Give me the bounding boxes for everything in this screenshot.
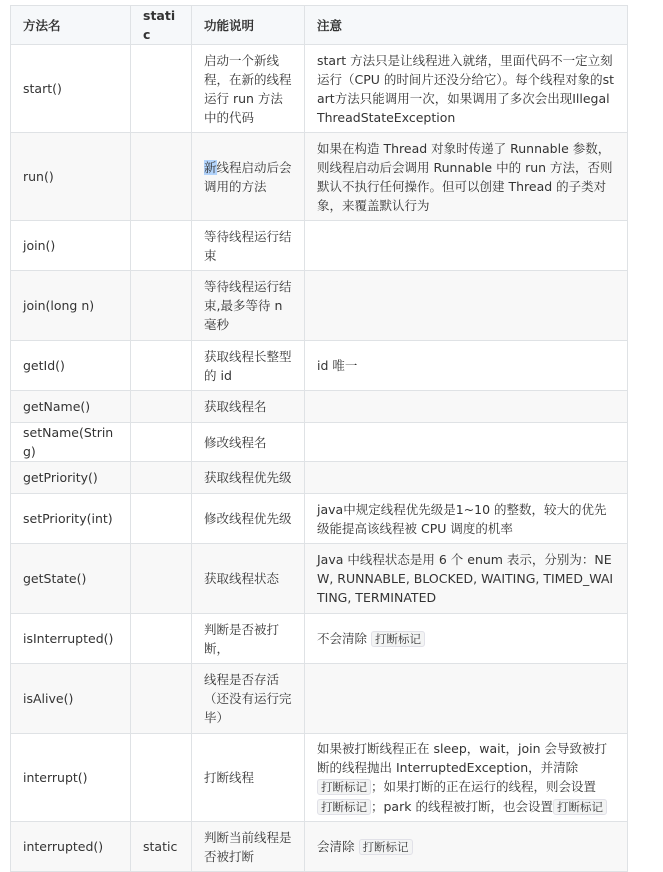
table-row — [11, 462, 628, 494]
description-cell: 判断是否被打断， — [192, 614, 305, 664]
note-cell: java中规定线程优先级是1~10 的整数，较大的优先级能提高该线程被 CPU 调度的机率 — [305, 494, 628, 544]
table-row — [11, 734, 628, 822]
method-name: isAlive() — [11, 664, 131, 734]
table-row — [11, 822, 628, 872]
method-name: interrupt() — [11, 734, 131, 822]
description-text: 线程启动后会调用的方法 — [204, 159, 292, 194]
note-cell: 如果在构造 Thread 对象时传递了 Runnable 参数，则线程启动后会调用 Runnable 中的 run 方法，否则默认不执行任何操作。但可以创建 Thread 的子类对象，来覆盖默认行为 — [305, 133, 628, 221]
header-static: static — [131, 6, 192, 45]
static-cell — [131, 271, 192, 341]
method-name: getId() — [11, 341, 131, 391]
table-row — [11, 423, 628, 462]
static-cell — [131, 462, 192, 494]
description-cell: 获取线程优先级 — [192, 462, 305, 494]
note-text: 不会清除 — [317, 630, 368, 646]
note-cell — [305, 614, 628, 664]
method-name: setName(String) — [11, 423, 131, 462]
note-cell — [305, 221, 628, 271]
table-row — [11, 45, 628, 133]
table-row — [11, 221, 628, 271]
note-text: ；如果打断的正在运行的线程，则会设置 — [371, 778, 597, 794]
description-cell: 等待线程运行结束 — [192, 221, 305, 271]
description-cell: 启动一个新线程，在新的线程运行 run 方法中的代码 — [192, 45, 305, 133]
note-cell — [305, 271, 628, 341]
static-cell — [131, 341, 192, 391]
note-cell — [305, 734, 628, 822]
description-cell: 获取线程名 — [192, 391, 305, 423]
note-cell — [305, 462, 628, 494]
static-cell — [131, 664, 192, 734]
note-cell — [305, 391, 628, 423]
inline-code: 打断标记 — [371, 631, 425, 647]
table-row — [11, 664, 628, 734]
method-name: getName() — [11, 391, 131, 423]
method-name: start() — [11, 45, 131, 133]
static-cell — [131, 221, 192, 271]
note-text: 会清除 — [317, 838, 355, 854]
method-name: setPriority(int) — [11, 494, 131, 544]
method-name: getState() — [11, 544, 131, 614]
note-cell — [305, 423, 628, 462]
static-cell — [131, 614, 192, 664]
description-cell: 获取线程长整型的 id — [192, 341, 305, 391]
note-cell — [305, 664, 628, 734]
inline-code: 打断标记 — [317, 799, 371, 815]
note-text: 如果被打断线程正在 sleep，wait，join 会导致被打断的线程抛出 InterruptedException，并清除 — [317, 740, 608, 775]
note-text: ；park 的线程被打断，也会设置 — [371, 798, 553, 814]
table-row — [11, 133, 628, 221]
note-cell: start 方法只是让线程进入就绪，里面代码不一定立刻运行（CPU 的时间片还没分给它）。每个线程对象的start方法只能调用一次，如果调用了多次会出现IllegalThreadStateException — [305, 45, 628, 133]
static-cell — [131, 391, 192, 423]
method-name: join(long n) — [11, 271, 131, 341]
description-cell: 修改线程优先级 — [192, 494, 305, 544]
inline-code: 打断标记 — [553, 799, 607, 815]
inline-code: 打断标记 — [317, 779, 371, 795]
table-row — [11, 614, 628, 664]
description-cell: 线程是否存活（还没有运行完毕） — [192, 664, 305, 734]
method-name: getPriority() — [11, 462, 131, 494]
method-name: isInterrupted() — [11, 614, 131, 664]
note-cell: Java 中线程状态是用 6 个 enum 表示，分别为：NEW, RUNNABLE, BLOCKED, WAITING, TIMED_WAITING, TERMINATED — [305, 544, 628, 614]
description-cell: 判断当前线程是否被打断 — [192, 822, 305, 872]
static-cell — [131, 734, 192, 822]
table-row — [11, 341, 628, 391]
table-row — [11, 391, 628, 423]
inline-code: 打断标记 — [359, 839, 413, 855]
methods-table — [10, 5, 628, 872]
table-row — [11, 544, 628, 614]
note-cell: id 唯一 — [305, 341, 628, 391]
static-cell — [131, 133, 192, 221]
description-cell: 获取线程状态 — [192, 544, 305, 614]
method-name: interrupted() — [11, 822, 131, 872]
static-cell: static — [131, 822, 192, 872]
table-row — [11, 494, 628, 544]
method-name: run() — [11, 133, 131, 221]
selected-text: 新 — [204, 159, 217, 175]
description-cell: 打断线程 — [192, 734, 305, 822]
description-cell: 等待线程运行结束,最多等待 n 毫秒 — [192, 271, 305, 341]
header-description: 功能说明 — [192, 6, 305, 45]
static-cell — [131, 544, 192, 614]
table-header-row — [11, 6, 628, 45]
static-cell — [131, 494, 192, 544]
method-name: join() — [11, 221, 131, 271]
header-note: 注意 — [305, 6, 628, 45]
table-row — [11, 271, 628, 341]
header-method-name: 方法名 — [11, 6, 131, 45]
static-cell — [131, 45, 192, 133]
static-cell — [131, 423, 192, 462]
note-cell — [305, 822, 628, 872]
description-cell — [192, 133, 305, 221]
description-cell: 修改线程名 — [192, 423, 305, 462]
